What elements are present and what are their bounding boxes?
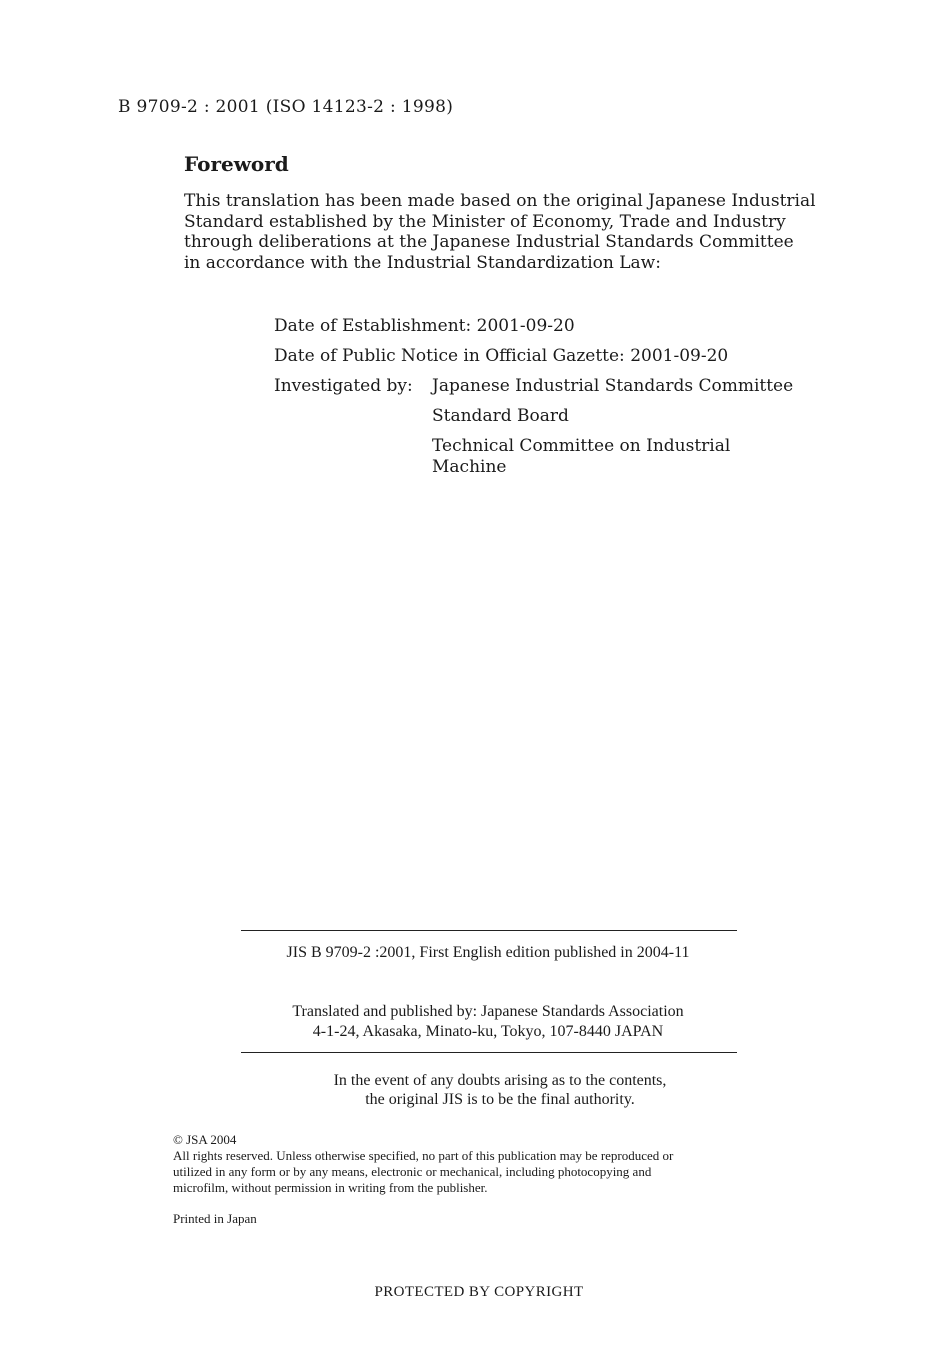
- gazette-date: 2001-09-20: [630, 346, 729, 366]
- publisher-line: Translated and published by: Japanese Standards Association: [292, 1003, 684, 1020]
- foreword-line: This translation has been made based on the original Japanese Industrial: [184, 191, 816, 211]
- publisher-address: 4-1-24, Akasaka, Minato-ku, Tokyo, 107-8440 JAPAN: [312, 1023, 664, 1040]
- document-code-header: B 9709-2 : 2001 (ISO 14123-2 : 1998): [118, 97, 454, 117]
- foreword-line: in accordance with the Industrial Standardization Law:: [184, 252, 661, 273]
- top-divider: [241, 930, 737, 931]
- copyright-notice: © JSA 2004: [173, 1132, 237, 1147]
- investigated-technical-line: Technical Committee on Industrial: [432, 436, 731, 456]
- rights-line: utilized in any form or by any means, electronic or mechanical, including photocopying and: [173, 1164, 652, 1179]
- bottom-divider: [241, 1052, 737, 1053]
- investigated-technical-line: Machine: [432, 456, 507, 477]
- foreword-line: through deliberations at the Japanese Industrial Standards Committee: [184, 232, 794, 252]
- printed-in: Printed in Japan: [173, 1211, 257, 1226]
- authority-line: the original JIS is to be the final authority.: [365, 1091, 635, 1108]
- investigated-technical-committee: [432, 436, 730, 477]
- gazette-label: Date of Public Notice in Official Gazette:: [274, 346, 625, 366]
- protected-by-copyright-footer: PROTECTED BY COPYRIGHT: [374, 1284, 584, 1300]
- foreword-line: Standard established by the Minister of Economy, Trade and Industry: [184, 211, 786, 232]
- establishment-date: 2001-09-20: [476, 316, 575, 336]
- establishment-date-row: [274, 316, 575, 336]
- investigated-committee: Japanese Industrial Standards Committee: [432, 376, 794, 396]
- foreword-heading: Foreword: [184, 152, 289, 176]
- foreword-paragraph: [184, 191, 816, 273]
- investigated-board: Standard Board: [432, 406, 569, 426]
- investigated-label: Investigated by:: [274, 376, 413, 396]
- gazette-date-row: [274, 346, 728, 366]
- edition-line: JIS B 9709-2 :2001, First English edition published in 2004-11: [286, 944, 690, 961]
- establishment-label: Date of Establishment:: [274, 316, 472, 336]
- rights-line: microfilm, without permission in writing from the publisher.: [173, 1180, 488, 1195]
- authority-line: In the event of any doubts arising as to the contents,: [333, 1072, 667, 1089]
- rights-line: All rights reserved. Unless otherwise specified, no part of this publication may be reproduced or: [173, 1148, 674, 1163]
- copyright-block: [173, 1132, 813, 1227]
